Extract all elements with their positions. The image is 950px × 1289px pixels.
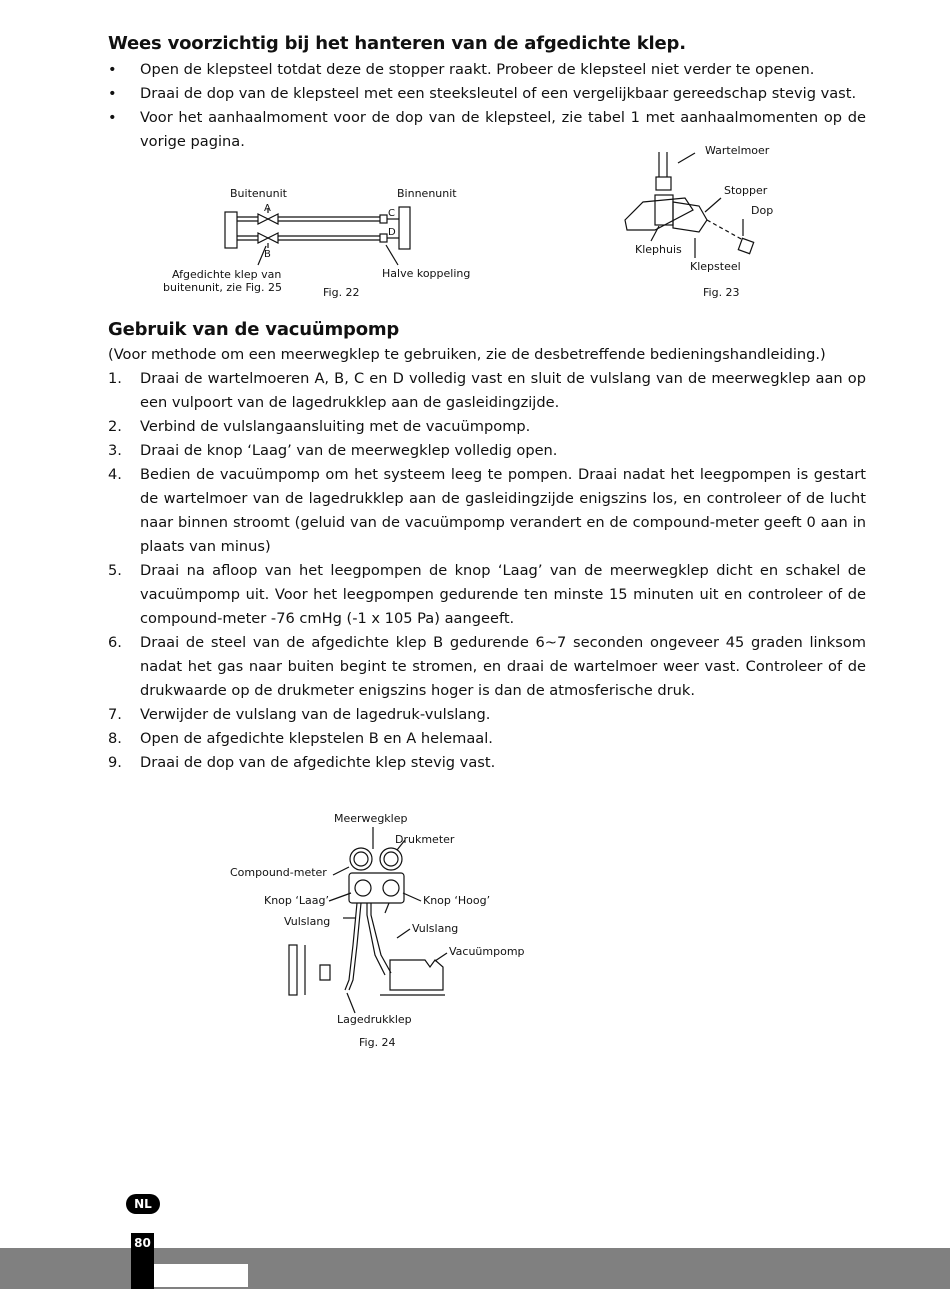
fig24-diagram <box>225 805 530 1055</box>
fig22-label-c: C <box>388 208 395 219</box>
fig24-label-lagedrukklep: Lagedrukklep <box>337 1013 412 1026</box>
language-badge: NL <box>126 1194 160 1214</box>
step-text: Verbind de vulslangaansluiting met de vacuümpomp. <box>140 418 531 435</box>
step-text: Open de afgedichte klepstelen B en A helemaal. <box>140 730 493 747</box>
list-item: • Draai de dop van de klepsteel met een steeksleutel of een vergelijkbaar gereedschap stevig vast. <box>108 82 866 106</box>
fig24-label-vulslang-right: Vulslang <box>412 922 459 935</box>
step-number: 6. <box>108 634 122 651</box>
fig24-label-compound: Compound-meter <box>230 866 327 879</box>
footer-white-box <box>154 1264 248 1287</box>
fig23-diagram <box>615 140 815 305</box>
fig24-label-knop-laag: Knop ‘Laag’ <box>264 894 329 907</box>
step-text: Draai de knop ‘Laag’ van de meerwegklep volledig open. <box>140 442 558 459</box>
step-text: Draai de dop van de afgedichte klep stevig vast. <box>140 754 496 771</box>
fig24-caption: Fig. 24 <box>359 1036 396 1049</box>
bullet-mark: • <box>108 85 117 102</box>
list-item <box>108 751 866 775</box>
step-text: Draai de wartelmoeren A, B, C en D volledig vast en sluit de vulslang van de meerwegklep aan op een vulpoort van de lagedrukklep aan de gasleidingzijde. <box>140 370 866 411</box>
fig23-caption: Fig. 23 <box>703 286 740 299</box>
fig22-pipework <box>225 207 410 265</box>
list-item <box>108 703 866 727</box>
vacuum-pump-intro: (Voor methode om een meerwegklep te gebruiken, zie de desbetreffende bedieningshandleiding.) <box>108 346 826 363</box>
list-item: • Open de klepsteel totdat deze de stopper raakt. Probeer de klepsteel niet verder te openen. <box>108 58 866 82</box>
section-heading-vacuum-pump: Gebruik van de vacuümpomp <box>108 319 400 340</box>
step-text: Verwijder de vulslang van de lagedruk-vulslang. <box>140 706 491 723</box>
fig22-label-afgedichte-line1: Afgedichte klep van <box>172 268 282 281</box>
step-text: Draai de steel van de afgedichte klep B gedurende 6~7 seconden ongeveer 45 graden linksom nadat het gas naar buiten begint te stromen, en draai de wartelmoer weer vast. Controleer of de drukwaarde op de drukmeter enigszins hoger is dan de atmosferische druk. <box>140 634 866 699</box>
fig22-label-afgedichte-line2: buitenunit, zie Fig. 25 <box>163 281 283 294</box>
list-item <box>108 559 866 631</box>
fig22-label-binnenunit: Binnenunit <box>397 187 457 200</box>
fig22-label-b: B <box>264 249 271 260</box>
list-item <box>108 463 866 559</box>
vacuum-pump-steps <box>108 367 866 775</box>
fig22-label-buitenunit: Buitenunit <box>230 187 287 200</box>
fig23-label-stopper: Stopper <box>724 184 768 197</box>
step-number: 9. <box>108 754 122 771</box>
fig24-label-drukmeter: Drukmeter <box>395 833 455 846</box>
list-item <box>108 727 866 751</box>
step-number: 8. <box>108 730 122 747</box>
fig24-label-meerwegklep: Meerwegklep <box>334 812 408 825</box>
fig23-label-dop: Dop <box>751 204 774 217</box>
step-text: Bedien de vacuümpomp om het systeem leeg te pompen. Draai nadat het leegpompen is gestart de wartelmoer van de lagedrukklep aan de gasleidingzijde enigszins los, en controleer of de lucht naar binnen stroomt (geluid van de vacuümpomp verandert en de compound-meter geeft 0 aan in plaats van minus) <box>140 466 866 555</box>
fig24-label-vacuumpomp: Vacuümpomp <box>449 945 525 958</box>
step-number: 4. <box>108 466 122 483</box>
list-item: • Voor het aanhaalmoment voor de dop van de klepsteel, zie tabel 1 met aanhaalmomenten op de vorige pagina. <box>108 106 866 154</box>
step-number: 7. <box>108 706 122 723</box>
fig24-label-vulslang-left: Vulslang <box>284 915 331 928</box>
step-number: 2. <box>108 418 122 435</box>
bullet-mark: • <box>108 109 117 126</box>
section-heading-valve-care: Wees voorzichtig bij het hanteren van de afgedichte klep. <box>108 33 686 54</box>
step-number: 1. <box>108 370 122 387</box>
bullet-mark: • <box>108 61 117 78</box>
fig22-diagram <box>150 180 480 305</box>
page-number: 80 <box>134 1236 151 1250</box>
fig23-label-klephuis: Klephuis <box>635 243 682 256</box>
fig24-label-knop-hoog: Knop ‘Hoog’ <box>423 894 491 907</box>
list-item <box>108 439 866 463</box>
list-item <box>108 367 866 415</box>
fig23-label-klepsteel: Klepsteel <box>690 260 741 273</box>
fig22-label-halve-koppeling: Halve koppeling <box>382 267 471 280</box>
fig23-label-wartelmoer: Wartelmoer <box>705 144 770 157</box>
fig22-caption: Fig. 22 <box>323 286 360 299</box>
step-text: Draai na afloop van het leegpompen de knop ‘Laag’ van de meerwegklep dicht en schakel de vacuümpomp uit. Voor het leegpompen gedurende ten minste 15 minuten uit en controleer of de compound-meter -76 cmHg (-1 x 105 Pa) aangeeft. <box>140 562 866 627</box>
list-item <box>108 415 866 439</box>
list-item <box>108 631 866 703</box>
fig22-label-d: D <box>388 227 396 238</box>
fig22-label-a: A <box>264 203 271 214</box>
step-number: 5. <box>108 562 122 579</box>
step-number: 3. <box>108 442 122 459</box>
